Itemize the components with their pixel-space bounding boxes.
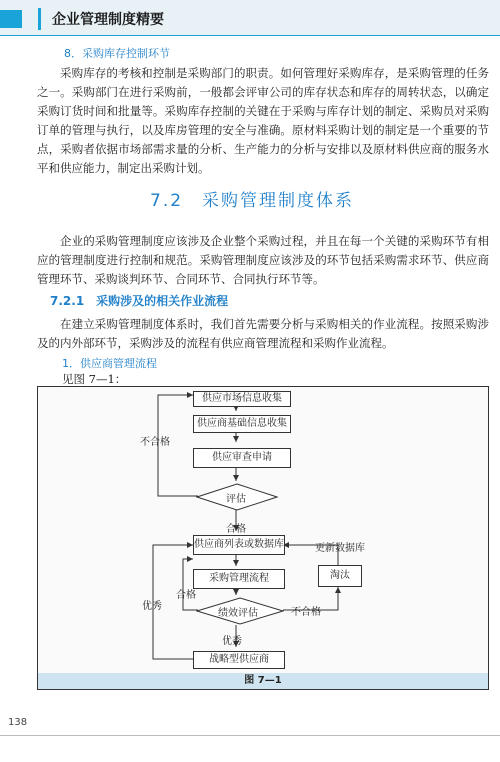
node-market-info: 供应市场信息收集 [193, 391, 291, 407]
book-title: 企业管理制度精要 [52, 12, 164, 28]
paragraph-process-intro: 在建立采购管理制度体系时，我们首先需要分析与采购相关的作业流程。按照采购涉及的内外部环节，采购涉及的流程有供应商管理流程和采购作业流程。 [37, 317, 489, 350]
footer-rule [0, 735, 500, 736]
node-perf-eval: 绩效评估 [218, 608, 258, 619]
label-pass-2: 合格 [176, 590, 196, 601]
node-evaluate: 评估 [226, 494, 246, 505]
header-rule [0, 35, 500, 36]
node-proc-flow: 采购管理流程 [193, 569, 285, 589]
section-7-2-heading: 7.2 采购管理制度体系 [150, 191, 355, 211]
section-8-heading: 8．采购库存控制环节 [64, 47, 170, 60]
label-update-db: 更新数据库 [315, 543, 365, 554]
section-7-2-1-heading: 7.2.1 采购涉及的相关作业流程 [50, 294, 229, 308]
node-strategic: 战略型供应商 [193, 651, 285, 669]
header-separator [38, 8, 41, 30]
label-fail-1: 不合格 [140, 437, 170, 448]
node-list-db: 供应商列表或数据库 [193, 535, 285, 555]
header-tab-marker [0, 10, 22, 28]
label-fail-2: 不合格 [291, 607, 321, 618]
paragraph-inventory-control: 采购库存的考核和控制是采购部门的职责。如何管理好采购库存，是采购管理的任务之一。采购部门在进行采购前，一般都会评审公司的库存状态和库存的周转状态，以确定采购订货时间和批量等。采购库存控制的关键在于采购与库存计划的制定、采购员对采购订单的管理与执行，以及库房管理的安全与准确。原材料采购计划的制定是一个重要的节点，采购者依据市场部需求量的分析、生产能力的分析与安排以及原材料供应商的服务水平和供应能力，制定出采购计划。 [37, 66, 489, 175]
paragraph-system-overview: 企业的采购管理制度应该涉及企业整个采购过程，并且在每一个关键的采购环节有相应的管理制度进行控制和规范。采购管理制度应该涉及的环节包括采购需求环节、供应商管理环节、采购谈判环节、合同环节、合同执行环节等。 [37, 234, 489, 286]
page-number: 138 [8, 717, 28, 728]
node-review-apply: 供应审查申请 [193, 448, 291, 468]
subsection-1-heading: 1．供应商管理流程 [62, 357, 157, 370]
page-header [0, 0, 500, 36]
label-excellent-left: 优秀 [142, 601, 162, 612]
figure-7-1 [37, 386, 489, 690]
label-pass-1: 合格 [226, 524, 246, 535]
figure-caption: 图 7—1 [38, 673, 488, 689]
label-excellent-bottom: 优秀 [222, 636, 242, 647]
node-basic-info: 供应商基础信息收集 [193, 415, 291, 433]
node-eliminate: 淘汰 [318, 565, 362, 587]
figure-reference: 见图 7—1： [62, 372, 127, 386]
